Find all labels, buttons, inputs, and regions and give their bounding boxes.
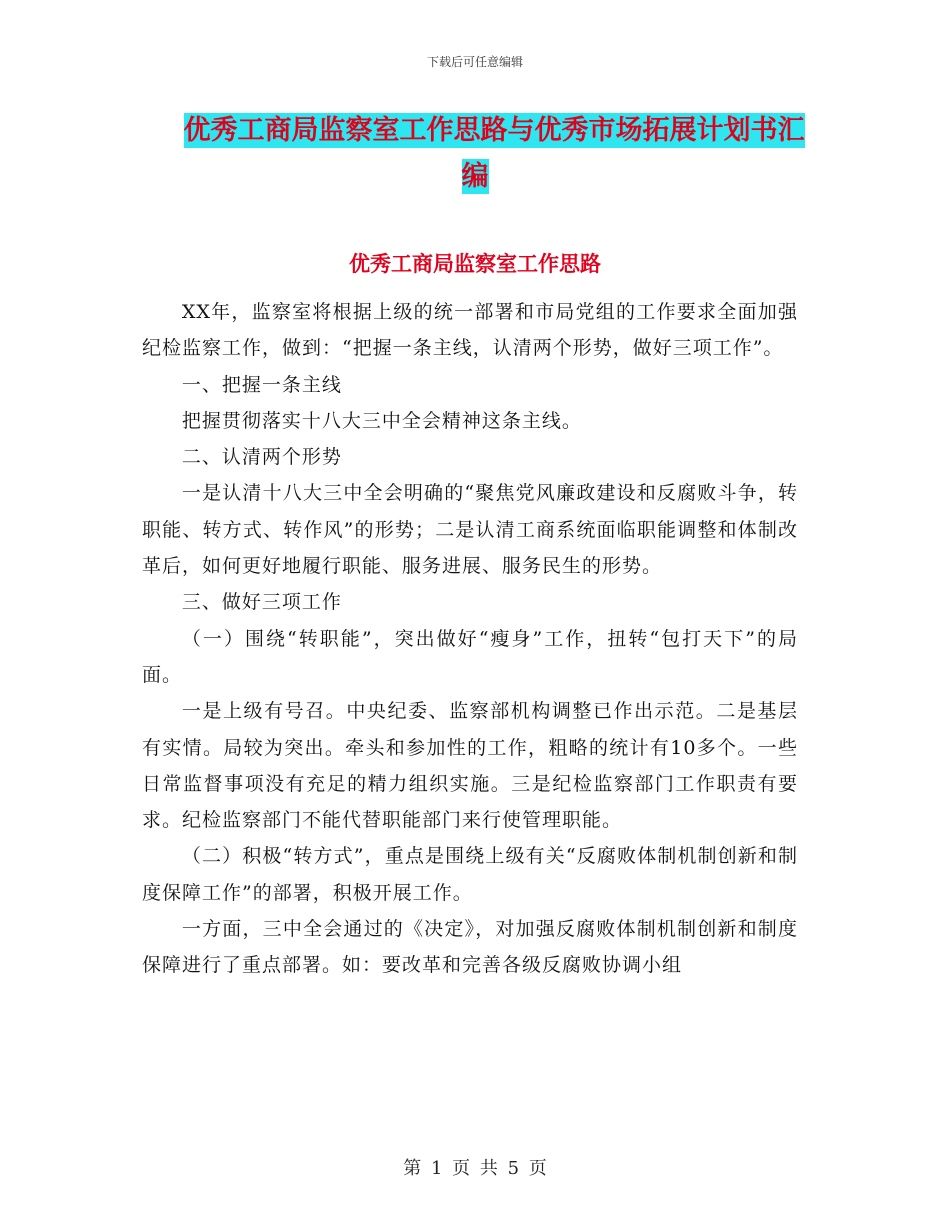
paragraph: 一方面，三中全会通过的《决定》，对加强反腐败体制机制创新和制度保障进行了重点部署。如：要改革和完善各级反腐败协调小组 [142,918,798,977]
page-footer: 第 1 页 共 5 页 [403,1158,547,1179]
heading-two: 二、认清两个形势 [181,446,342,469]
document-body [142,294,798,984]
subheading-two: （二）积极“转方式”，重点是围绕上级有关“反腐败体制机制创新和制度保障工作”的部署，积极开展工作。 [142,845,798,904]
paragraph: 一是认清十八大三中全会明确的“聚焦党风廉政建设和反腐败斗争，转职能、转方式、转作风”的形势；二是认清工商系统面临职能调整和体制改革后，如何更好地履行职能、服务进展、服务民生的形势。 [142,482,798,578]
heading-one: 一、把握一条主线 [181,373,342,396]
document-title-line2: 编 [461,161,489,192]
subheading-one: （一）围绕“转职能”，突出做好“瘦身”工作，扭转“包打天下”的局面。 [142,627,798,686]
header-note: 下载后可任意编辑 [426,55,523,69]
heading-three: 三、做好三项工作 [181,591,342,614]
document-title [0,108,950,200]
paragraph: 一是上级有号召。中央纪委、监察部机构调整已作出示范。二是基层有实情。局较为突出。牵头和参加性的工作，粗略的统计有10多个。一些日常监督事项没有充足的精力组织实施。三是纪检监察部门工作职责有要求。纪检监察部门不能代替职能部门来行使管理职能。 [142,700,798,832]
section-title: 优秀工商局监察室工作思路 [349,251,601,276]
document-title-line1: 优秀工商局监察室工作思路与优秀市场拓展计划书汇 [183,115,805,146]
paragraph: 把握贯彻落实十八大三中全会精神这条主线。 [181,409,582,432]
paragraph-intro: XX年，监察室将根据上级的统一部署和市局党组的工作要求全面加强纪检监察工作，做到：“把握一条主线，认清两个形势，做好三项工作”。 [142,301,798,360]
